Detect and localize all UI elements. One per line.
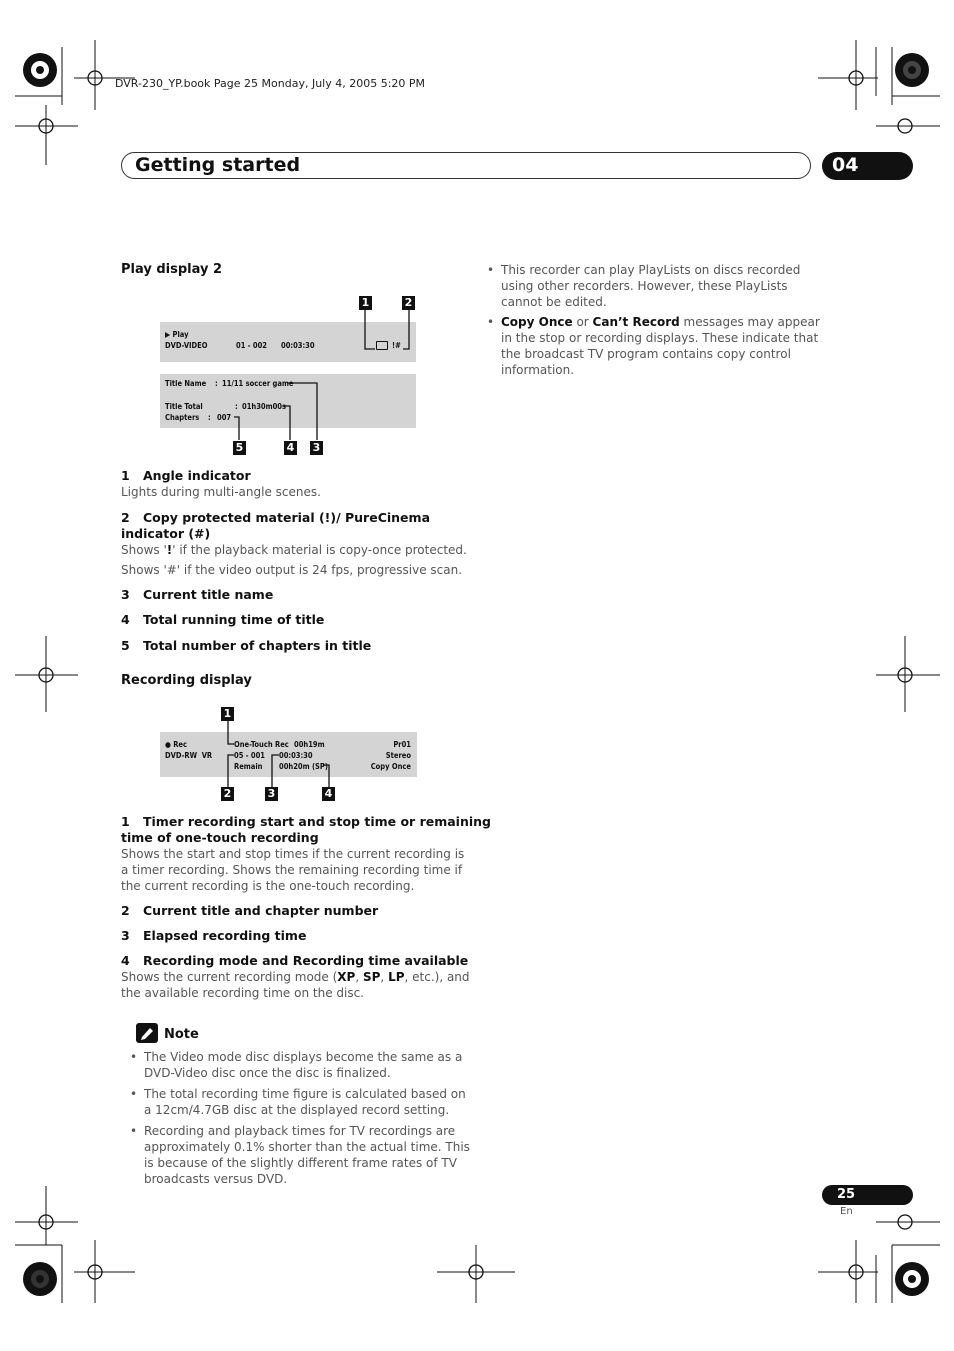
chapter-number-badge bbox=[822, 152, 913, 180]
chapter-title: Getting started bbox=[135, 154, 301, 176]
note-bullet-1: • The Video mode disc displays become the same as a DVD-Video disc once the disc is finalized. bbox=[130, 1050, 463, 1080]
copy-indicator: !# bbox=[392, 341, 401, 350]
rec-callout-3: 3 bbox=[265, 787, 278, 801]
rec-disc: DVD-RW VR bbox=[165, 751, 213, 760]
rec-copy: Copy Once bbox=[370, 762, 411, 771]
play-item-1: 1 Angle indicator bbox=[121, 468, 251, 483]
callout-5: 5 bbox=[233, 441, 246, 455]
play-display-diagram bbox=[160, 295, 420, 455]
play-label: ▶ Play bbox=[165, 330, 189, 339]
title-chapter: 01 - 002 bbox=[236, 341, 267, 350]
title-name-label: Title Name bbox=[165, 379, 207, 388]
title-total-label: Title Total bbox=[165, 402, 203, 411]
callout-3: 3 bbox=[310, 441, 323, 455]
chapters-value: 007 bbox=[217, 413, 232, 422]
page-number-badge bbox=[822, 1185, 913, 1205]
one-touch-label: One-Touch Rec bbox=[234, 740, 289, 749]
rec-item-1: 1 Timer recording start and stop time or remaining time of one-touch recording bbox=[121, 814, 491, 845]
page-number: 25 bbox=[837, 1187, 856, 1202]
play-item-2: 2 Copy protected material (!)/ PureCinema indicator (#) bbox=[121, 510, 430, 541]
note-bullet-3: • Recording and playback times for TV recordings are approximately 0.1% shorter than the actual time. This is because of the slightly different frame rates of TV broadcasts versus DVD. bbox=[130, 1124, 470, 1186]
chapter-title-bar bbox=[121, 152, 811, 179]
rec-label: ● Rec bbox=[165, 740, 188, 749]
play-display-heading: Play display 2 bbox=[121, 262, 223, 277]
rec-item-2: 2 Current title and chapter number bbox=[121, 903, 379, 918]
title-total-value: 01h30m00s bbox=[242, 402, 287, 411]
rec-audio: Stereo bbox=[385, 751, 411, 760]
rec-item-3: 3 Elapsed recording time bbox=[121, 928, 307, 943]
note-heading: Note bbox=[164, 1027, 199, 1042]
callout-1: 1 bbox=[359, 296, 372, 310]
disc-type: DVD-VIDEO bbox=[165, 341, 208, 350]
play-item-5: 5 Total number of chapters in title bbox=[121, 638, 372, 653]
language-label: En bbox=[840, 1206, 853, 1217]
title-total-sep: : bbox=[235, 402, 238, 411]
callout-4: 4 bbox=[284, 441, 297, 455]
chapters-label: Chapters bbox=[165, 413, 200, 422]
rec-callout-lines bbox=[160, 705, 420, 805]
play-item-1-body: Lights during multi-angle scenes. bbox=[121, 485, 321, 499]
file-header: DVR-230_YP.book Page 25 Monday, July 4, 2005 5:20 PM bbox=[115, 77, 426, 90]
title-name-sep: : bbox=[215, 379, 218, 388]
remain-value: 00h20m (SP) bbox=[279, 762, 328, 771]
rec-channel: Pr01 bbox=[393, 740, 411, 749]
play-item-2-body-a: Shows '!' if the playback material is copy-once protected. bbox=[121, 543, 467, 557]
rec-title-chapter: 05 - 001 bbox=[234, 751, 265, 760]
rec-item-1-body: Shows the start and stop times if the current recording is a timer recording. Shows the remaining recording time if the current recording is the one-touch recording. bbox=[121, 847, 465, 893]
remain-label: Remain bbox=[234, 762, 263, 771]
callout-2: 2 bbox=[402, 296, 415, 310]
right-bullet-2: • Copy Once or Can’t Record messages may appear in the stop or recording displays. These indicate that the broadcast TV program contains copy control information. bbox=[487, 315, 820, 377]
rec-elapsed: 00:03:30 bbox=[279, 751, 313, 760]
one-touch-time: 00h19m bbox=[294, 740, 325, 749]
note-bullet-2: • The total recording time figure is calculated based on a 12cm/4.7GB disc at the displayed record setting. bbox=[130, 1087, 466, 1117]
rec-item-4-body: Shows the current recording mode (XP, SP, LP, etc.), and the available recording time on the disc. bbox=[121, 970, 470, 1000]
rec-callout-2: 2 bbox=[221, 787, 234, 801]
right-bullet-1: • This recorder can play PlayLists on discs recorded using other recorders. However, these PlayLists cannot be edited. bbox=[487, 263, 801, 309]
play-item-4: 4 Total running time of title bbox=[121, 612, 325, 627]
rec-callout-4: 4 bbox=[322, 787, 335, 801]
chapters-sep: : bbox=[208, 413, 211, 422]
rec-item-4: 4 Recording mode and Recording time available bbox=[121, 953, 469, 968]
rec-callout-1: 1 bbox=[221, 707, 234, 721]
recording-display-diagram bbox=[160, 705, 420, 805]
play-callout-lines bbox=[160, 295, 420, 455]
play-item-3: 3 Current title name bbox=[121, 587, 274, 602]
elapsed-time: 00:03:30 bbox=[281, 341, 315, 350]
note-icon bbox=[136, 1023, 158, 1043]
chapter-number: 04 bbox=[832, 154, 859, 176]
play-item-2-body-b: Shows '#' if the video output is 24 fps, progressive scan. bbox=[121, 563, 463, 577]
title-name-value: 11/11 soccer game bbox=[222, 379, 294, 388]
recording-display-heading: Recording display bbox=[121, 673, 252, 688]
